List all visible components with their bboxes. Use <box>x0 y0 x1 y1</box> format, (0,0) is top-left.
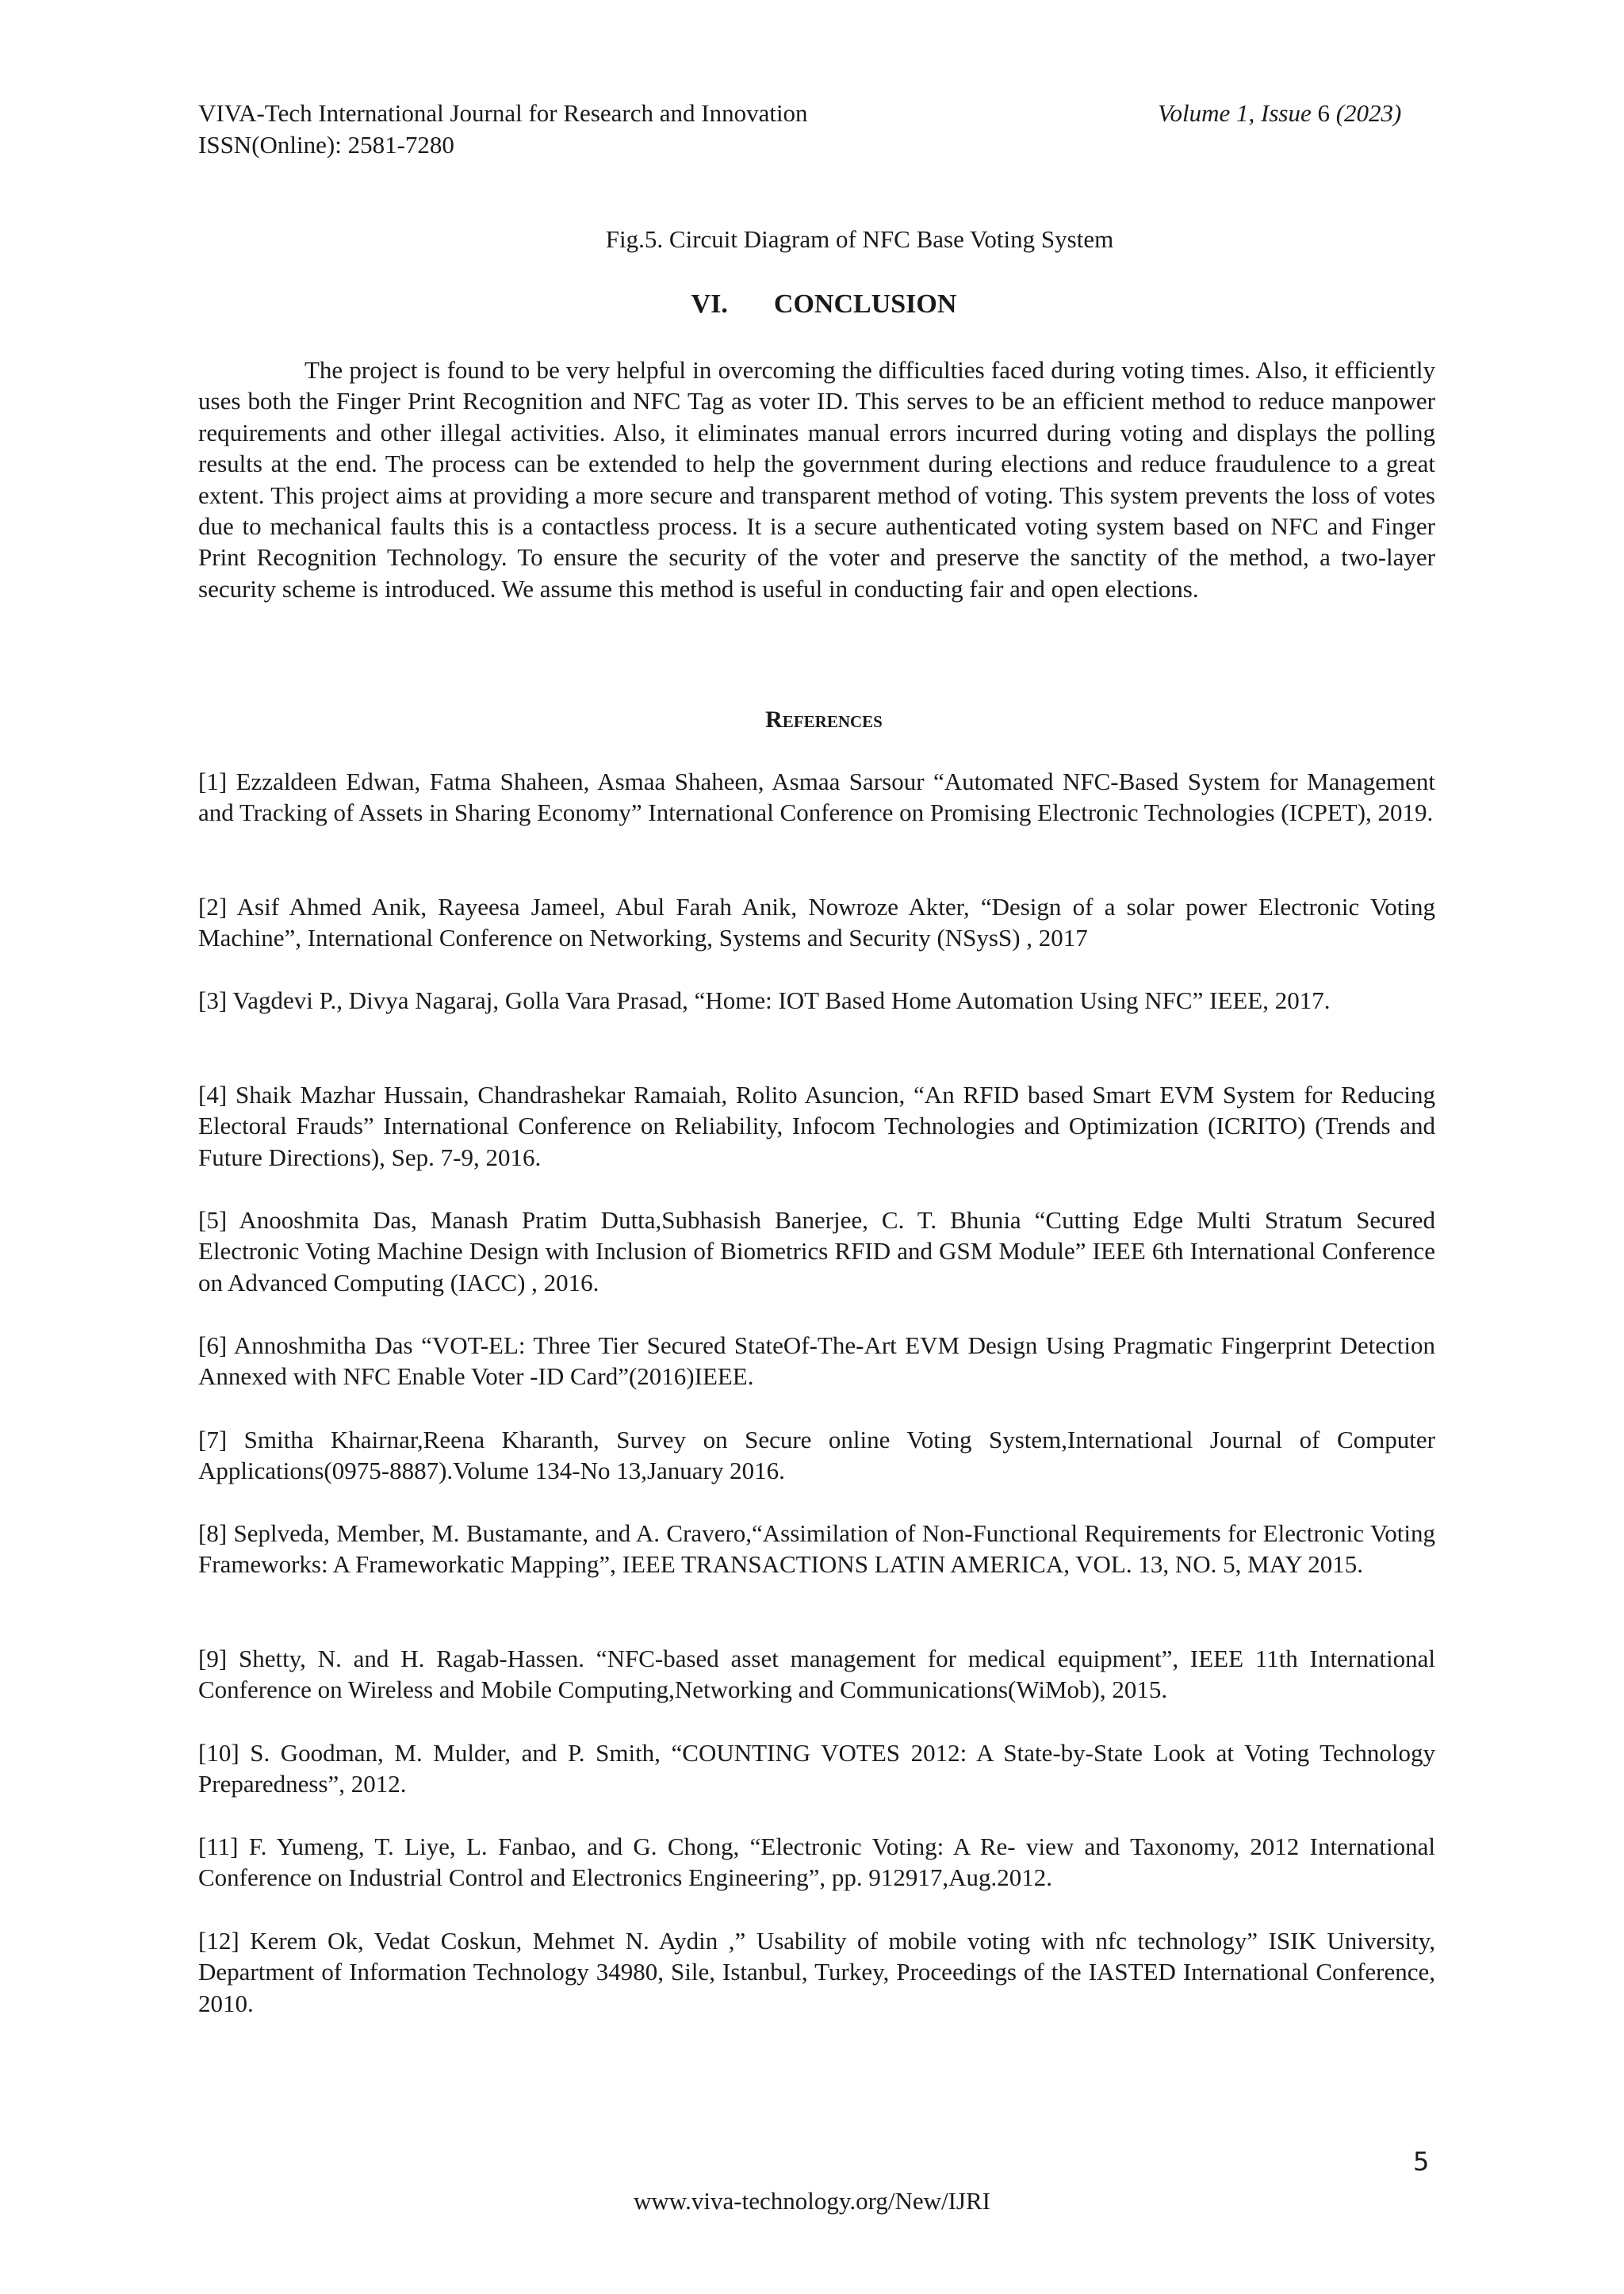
reference-item: [1] Ezzaldeen Edwan, Fatma Shaheen, Asmaa Shaheen, Asmaa Sarsour “Automated NFC-Based System for Management and Tracking of Assets in Sharing Economy” International Conference on Promising Electronic Technologies (ICPET), 2019. <box>198 768 1435 827</box>
reference-item: [7] Smitha Khairnar,Reena Kharanth, Survey on Secure online Voting System,International Journal of Computer Applications(0975-8887).Volume 134-No 13,January 2016. <box>198 1426 1435 1485</box>
reference-item: [4] Shaik Mazhar Hussain, Chandrashekar Ramaiah, Rolito Asuncion, “An RFID based Smart EVM System for Reducing Electoral Frauds” International Conference on Reliability, Infocom Technologies and Optimization (ICRITO) (Trends and Future Directions), Sep. 7-9, 2016. <box>198 1081 1435 1171</box>
issue-year: (2023) <box>1335 99 1402 127</box>
figure-caption: Fig.5. Circuit Diagram of NFC Base Voting System <box>605 225 1114 253</box>
reference-item: [10] S. Goodman, M. Mulder, and P. Smith, “COUNTING VOTES 2012: A State-by-State Look at Voting Technology Preparedness”, 2012. <box>198 1739 1435 1798</box>
reference-item: [11] F. Yumeng, T. Liye, L. Fanbao, and G. Chong, “Electronic Voting: A Re- view and Taxonomy, 2012 International Conference on Industrial Control and Electronics Engineering”, pp. 912917,Aug.2012. <box>198 1833 1435 1892</box>
journal-header <box>198 98 808 161</box>
section-heading <box>0 287 1624 322</box>
reference-item: [12] Kerem Ok, Vedat Coskun, Mehmet N. Aydin ,” Usability of mobile voting with nfc technology” ISIK University, Department of Information Technology 34980, Sile, Istanbul, Turkey, Proceedings of the IASTED International Conference, 2010. <box>198 1927 1435 2017</box>
reference-item: [5] Anooshmita Das, Manash Pratim Dutta,Subhasish Banerjee, C. T. Bhunia “Cutting Edge Multi Stratum Secured Electronic Voting Machine Design with Inclusion of Biometrics RFID and GSM Module” IEEE 6th International Conference on Advanced Computing (IACC) , 2016. <box>198 1206 1435 1296</box>
page-number: 5 <box>1413 2147 1430 2177</box>
journal-website-link[interactable]: www.viva-technology.org/New/IJRI <box>634 2187 990 2215</box>
reference-item: [6] Annoshmitha Das “VOT-EL: Three Tier Secured StateOf-The-Art EVM Design Using Pragmatic Fingerprint Detection Annexed with NFC Enable Voter -ID Card”(2016)IEEE. <box>198 1331 1435 1391</box>
footer <box>0 2185 1624 2217</box>
journal-issn: ISSN(Online): 2581-7280 <box>198 131 454 159</box>
reference-item: [9] Shetty, N. and H. Ragab-Hassen. “NFC-based asset management for medical equipment”, IEEE 11th International Conference on Wireless and Mobile Computing,Networking and Communications(WiMob), 2015. <box>198 1645 1435 1704</box>
journal-title: VIVA-Tech International Journal for Research and Innovation <box>198 99 808 127</box>
volume-issue <box>1158 98 1401 129</box>
reference-item: [2] Asif Ahmed Anik, Rayeesa Jameel, Abul Farah Anik, Nowroze Akter, “Design of a solar power Electronic Voting Machine”, International Conference on Networking, Systems and Security (NSysS) , 2017 <box>198 893 1435 952</box>
issue-number: 6 <box>1317 99 1330 127</box>
reference-item: [8] Seplveda, Member, M. Bustamante, and A. Cravero,“Assimilation of Non-Functional Requirements for Electronic Voting Frameworks: A Frameworkatic Mapping”, IEEE TRANSACTIONS LATIN AMERICA, VOL. 13, NO. 5, MAY 2015. <box>198 1519 1435 1579</box>
references-heading: References <box>765 707 883 733</box>
conclusion-paragraph: The project is found to be very helpful in overcoming the difficulties faced during voting times. Also, it efficiently uses both the Finger Print Recognition and NFC Tag as voter ID. This serves to be an efficient method to reduce manpower requirements and other illegal activities. Also, it eliminates manual errors incurred during voting and displays the polling results at the end. The process can be extended to help the government during elections and reduce fraudulence to a great extent. This project aims at providing a more secure and transparent method of voting. This system prevents the loss of votes due to mechanical faults this is a contactless process. It is a secure authenticated voting system based on NFC and Finger Print Recognition Technology. To ensure the security of the voter and preserve the sanctity of the method, a two-layer security scheme is introduced. We assume this method is useful in conducting fair and open elections. <box>198 356 1435 603</box>
reference-item: [3] Vagdevi P., Divya Nagaraj, Golla Vara Prasad, “Home: IOT Based Home Automation Using NFC” IEEE, 2017. <box>198 986 1331 1014</box>
section-number: VI. <box>691 289 728 319</box>
volume-label: Volume 1, Issue <box>1158 99 1312 127</box>
section-title: CONCLUSION <box>773 289 957 319</box>
